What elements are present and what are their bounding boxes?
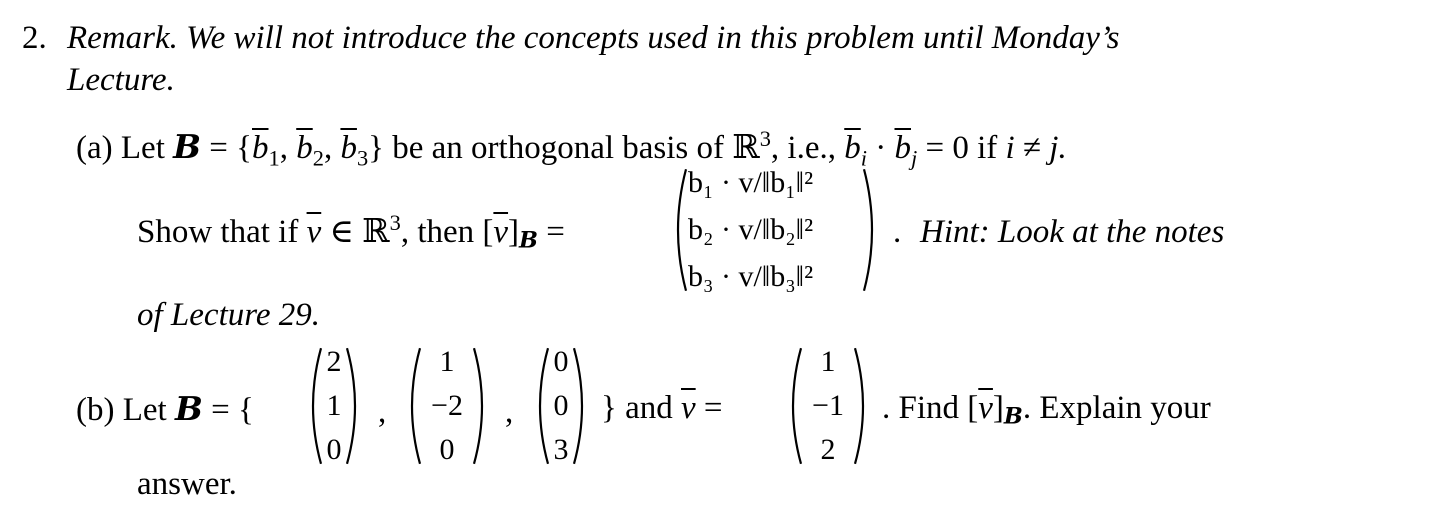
part-a-line-1: (a) Let $B = \{\overline{b}_1$, $\overline{b}_2$, $\overline{b}_3$} be an orthogonal basis of ℝ$^3$, i.e., $\overline{b}_i \cdot \overline{b}_j = 0$ if i ≠ j. — [76, 126, 1067, 171]
part-b-answer: answer. — [137, 466, 237, 502]
part-b-mid: } and $\overline{v}$ = — [601, 390, 723, 426]
v-vector: 1 −1 2 — [783, 347, 873, 465]
comma-1: , — [378, 394, 387, 430]
right-paren — [862, 168, 882, 292]
part-a-period: . — [893, 214, 902, 250]
comma-2: , — [505, 394, 514, 430]
remark-line-1: Remark. We will not introduce the concepts used in this problem until Monday’s — [67, 20, 1120, 56]
part-b-label: (b) — [76, 392, 115, 428]
vector-entry-2: b₂ · v/‖b₂‖² — [688, 213, 814, 246]
basis-vector-2: 1 −2 0 — [402, 347, 492, 465]
basis-vector-3: 0 0 3 — [530, 347, 592, 465]
part-a-line-3: of Lecture 29. — [137, 297, 320, 333]
part-a-label: (a) — [76, 130, 113, 166]
basis-symbol: B — [173, 127, 202, 166]
problem-number: 2. — [22, 20, 47, 56]
part-b-start: (b) Let B = { — [76, 389, 254, 428]
hint-text: Hint: Look at the notes — [920, 214, 1225, 250]
remark-line-2: Lecture. — [67, 62, 175, 98]
part-b-end: . Find $[\overline{v}]B$. Explain your — [882, 390, 1211, 430]
vector-entry-1: b₁ · v/‖b₁‖² — [688, 166, 814, 199]
basis-vector-1: 2 1 0 — [303, 347, 365, 465]
coordinate-vector-formula — [668, 168, 882, 292]
part-a-line-2: Show that if $\overline{v}$ ∈ ℝ$^3$, then $[\overline{v}]B$ = — [137, 210, 565, 254]
left-paren — [668, 168, 688, 292]
vector-entry-3: b₃ · v/‖b₃‖² — [688, 260, 814, 293]
